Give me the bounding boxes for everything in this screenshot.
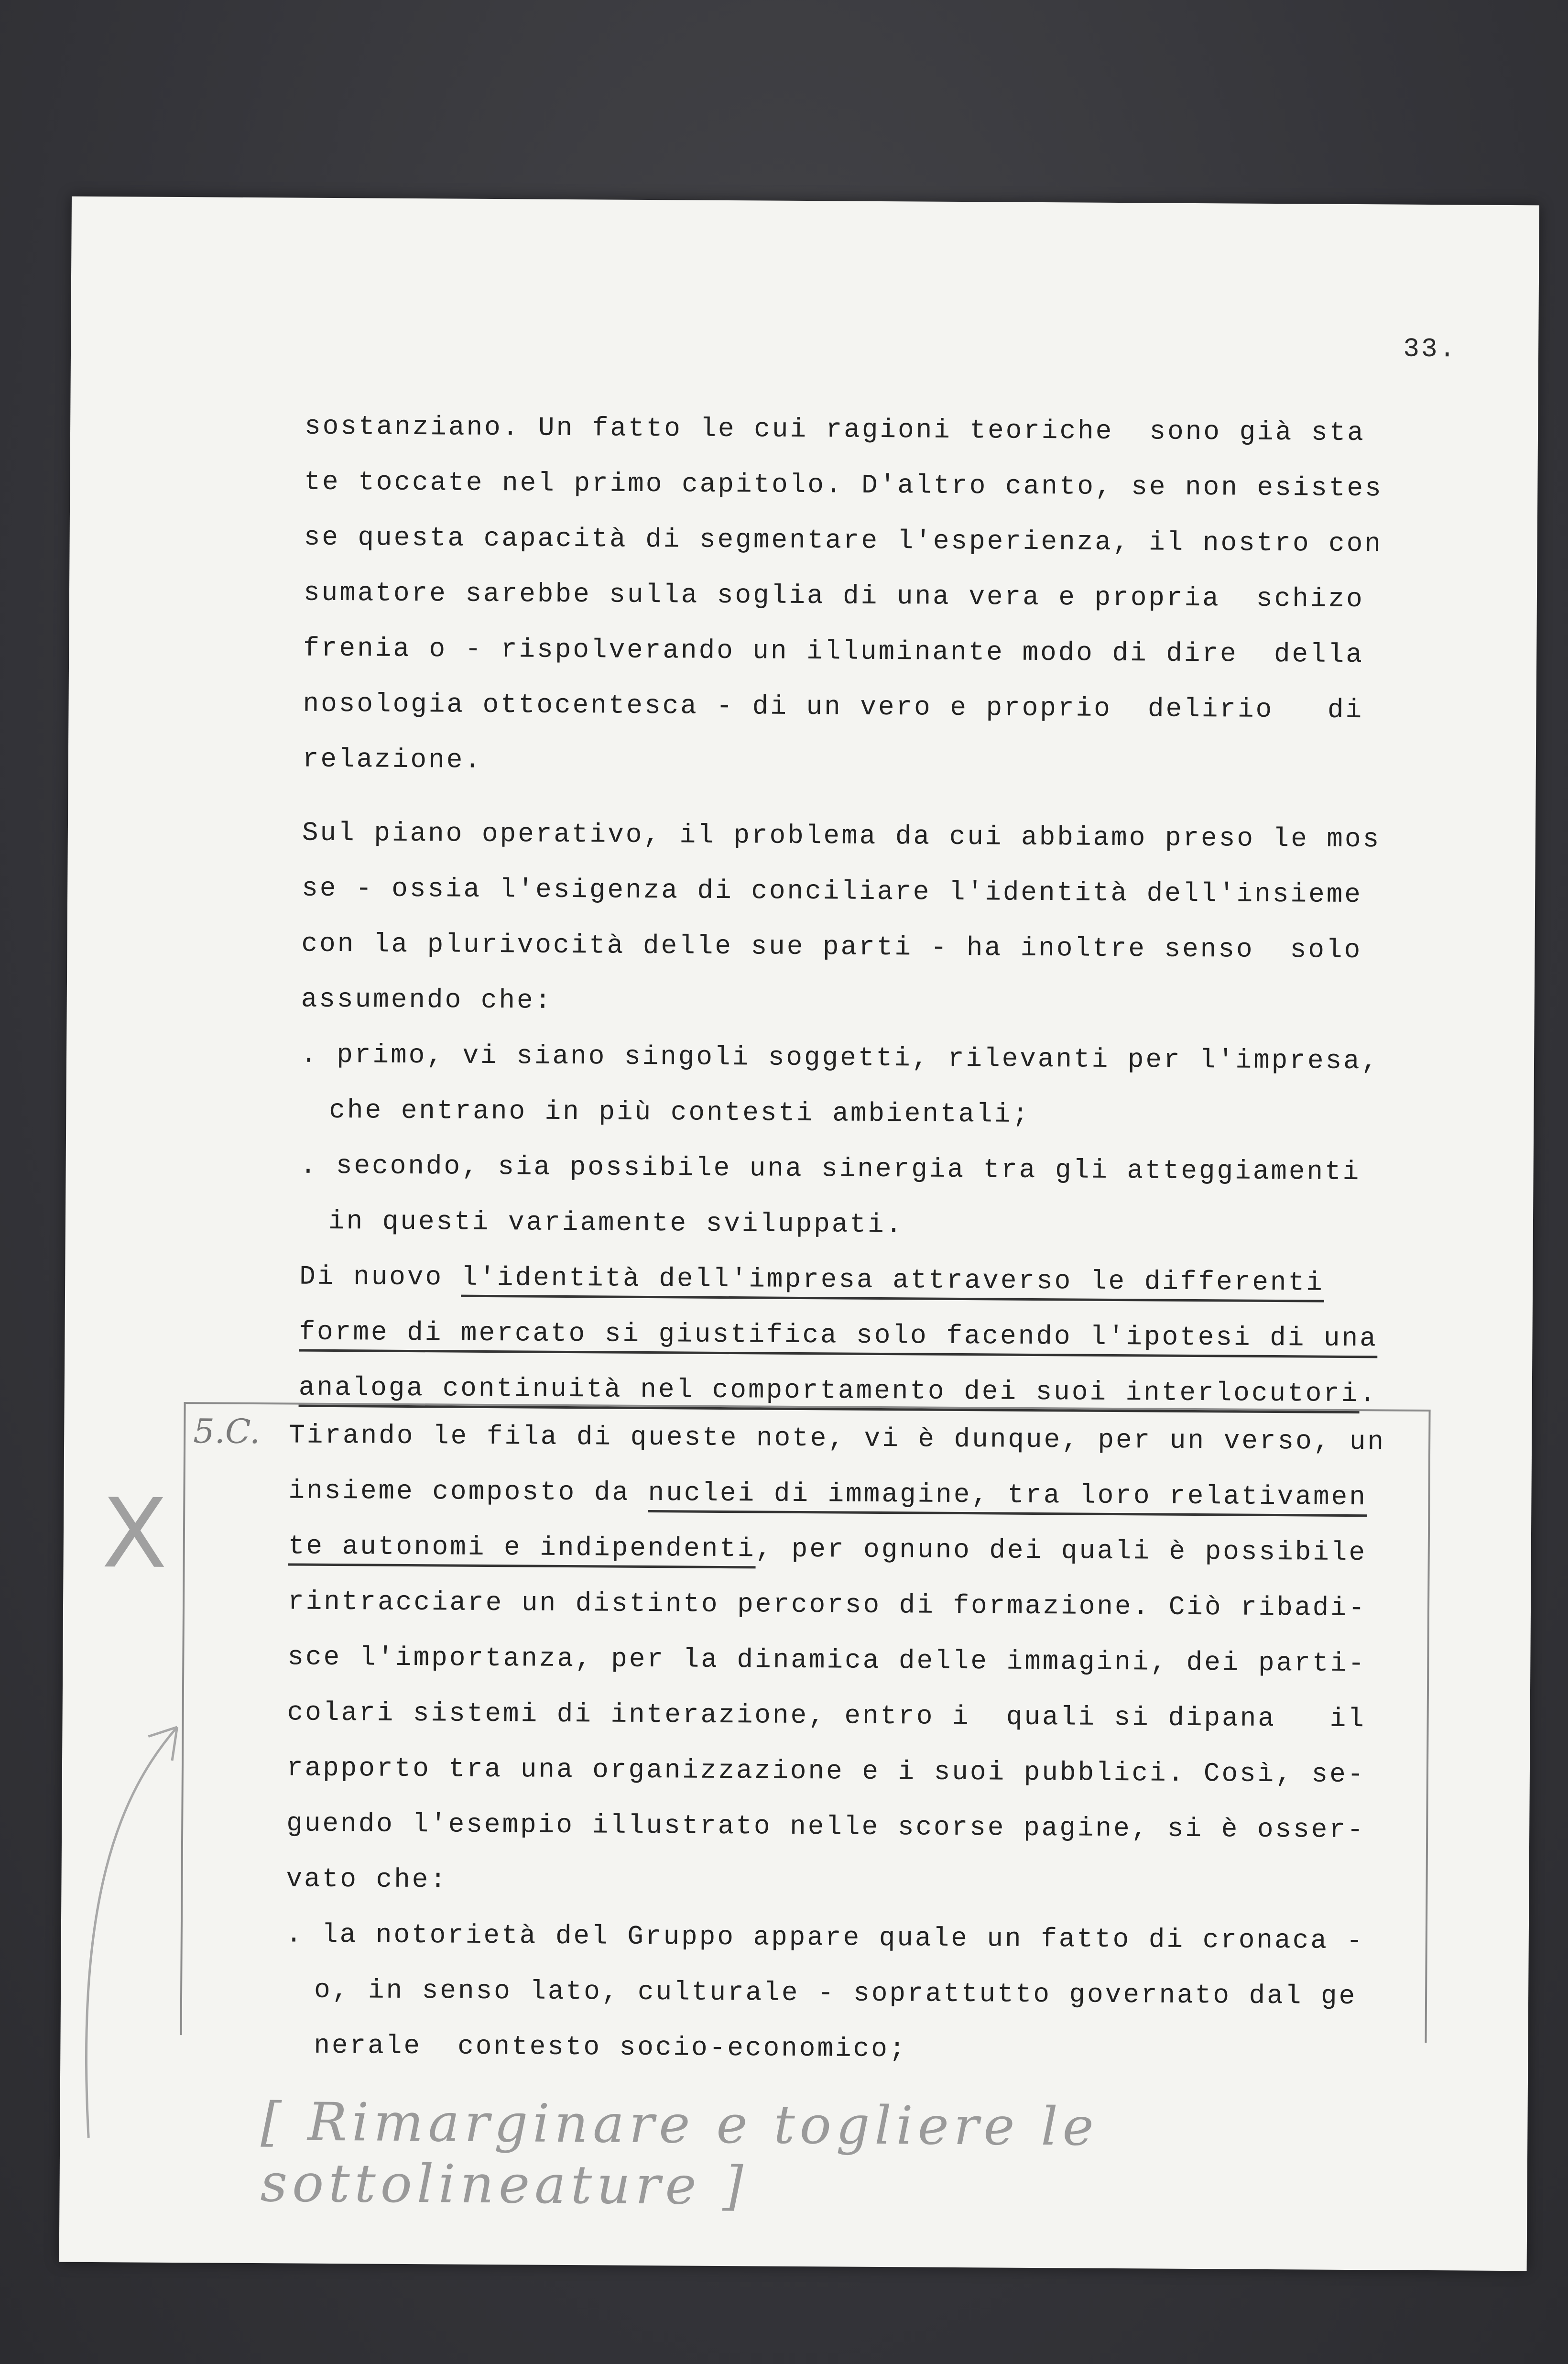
text-line: frenia o - rispolverando un illuminante modo di dire della	[303, 633, 1364, 670]
text-span: insieme composto da	[288, 1475, 648, 1509]
paragraph-3-prefix: Di nuovo	[299, 1261, 461, 1293]
paragraph-3-line-1	[299, 1249, 1366, 1311]
paragraph-2	[298, 805, 1381, 1422]
paragraph-1	[302, 399, 1383, 794]
bullet-item-3: . la notorietà del Gruppo appare quale un fatto di cronaca -	[285, 1919, 1365, 1957]
text-line: relazione.	[302, 744, 483, 776]
text-line: rintracciare un distinto percorso di formazione. Ciò ribadi-	[287, 1586, 1367, 1624]
pencil-arrow-icon	[60, 1717, 215, 2148]
text-line: te toccate nel primo capitolo. D'altro canto, se non esistes	[304, 466, 1383, 504]
underlined-text: forme di mercato si giustifica solo facendo l'ipotesi di una	[299, 1317, 1378, 1358]
text-line: nosologia ottocentesca - di un vero e proprio delirio di	[303, 688, 1364, 726]
text-line: colari sistemi di interazione, entro i quali si dipana il	[287, 1697, 1366, 1735]
text-line: se - ossia l'esigenza di conciliare l'identità dell'insieme	[302, 873, 1363, 910]
paragraph-3-line-2	[299, 1304, 1378, 1367]
underlined-text: analoga continuità nel comportamento dei suoi interlocutori	[299, 1372, 1360, 1414]
bullet-item-1: . primo, vi siano singoli soggetti, rilevanti per l'impresa,	[300, 1039, 1380, 1077]
pencil-handwritten-note: [ Rimarginare e togliere le sottolineature ]	[260, 2091, 1099, 2217]
bullet-item-3-continuation	[285, 1962, 1357, 2024]
bullet-item-3-continuation: nerale contesto socio-economico;	[314, 2030, 907, 2065]
text-line: se questa capacità di segmentare l'esperienza, il nostro con	[304, 522, 1383, 559]
text-line: sce l'importanza, per la dinamica delle immagini, dei parti-	[287, 1642, 1366, 1679]
text-line: Sul piano operativo, il problema da cui abbiamo preso le mos	[302, 817, 1381, 855]
bullet-item-2: . secondo, sia possibile una sinergia tra gli atteggiamenti	[300, 1150, 1361, 1188]
text-line: guendo l'esempio illustrato nelle scorse pagine, si è osser-	[286, 1808, 1365, 1846]
text-line: sumatore sarebbe sulla soglia di una vera e propria schizo	[303, 577, 1364, 615]
text-line: rapporto tra una organizzazione e i suoi pubblici. Così, se-	[286, 1752, 1366, 1790]
pencil-cross-mark: X	[101, 1478, 168, 1590]
text-line: assumendo che:	[301, 984, 553, 1016]
underlined-text: l'identità dell'impresa attraverso le differenti	[461, 1262, 1324, 1302]
text-line	[288, 1463, 1367, 1525]
bullet-item-2-continuation: in questi variamente sviluppati.	[328, 1205, 904, 1240]
text-line: vato che:	[286, 1863, 448, 1895]
bullet-item-1-continuation: che entrano in più contesti ambientali;	[329, 1094, 1031, 1130]
paragraph-4	[285, 1407, 1386, 2079]
page-number: 33.	[1403, 333, 1458, 365]
section-mark: 5.C.	[193, 1412, 261, 1452]
typewritten-page	[59, 197, 1539, 2271]
underlined-text: te autonomi e indipendenti	[288, 1531, 756, 1568]
text-line: sostanziano. Un fatto le cui ragioni teoriche sono già sta	[304, 411, 1365, 449]
underlined-text: nuclei di immagine, tra loro relativamen	[648, 1478, 1367, 1517]
text-line	[288, 1518, 1367, 1580]
text-span: o, in senso lato, culturale - soprattutto governato dal ge	[314, 1974, 1357, 2012]
text-line: con la plurivocità delle sue parti - ha inoltre senso solo	[301, 928, 1362, 966]
text-span: , per ognuno dei quali è possibile	[755, 1533, 1367, 1568]
text-line: Tirando le fila di queste note, vi è dunque, per un verso, un	[289, 1420, 1386, 1457]
paragraph-3-suffix: .	[1359, 1379, 1378, 1410]
